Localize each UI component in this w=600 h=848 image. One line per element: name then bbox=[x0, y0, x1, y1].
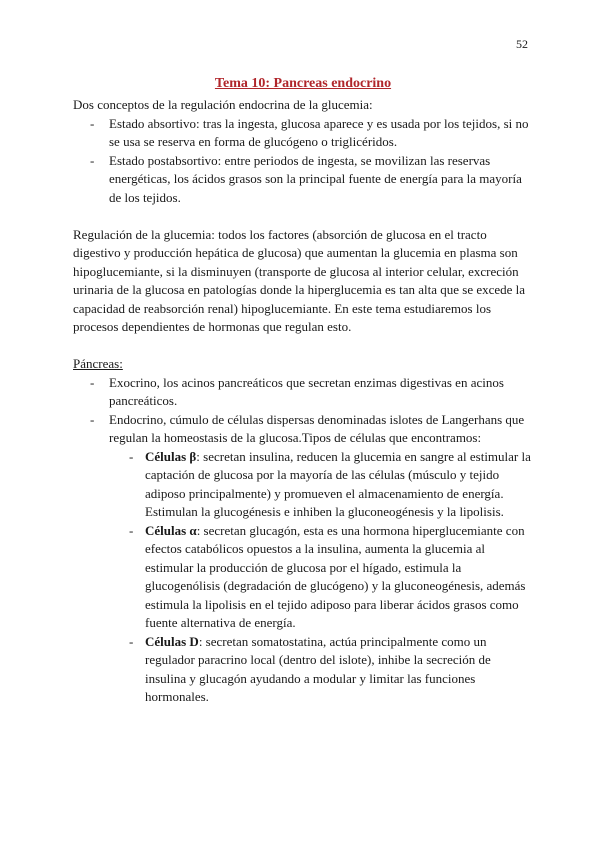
list-item-absortivo: - Estado absortivo: tras la ingesta, glucosa aparece y es usada por los tejidos, si no se usa se reserva en forma de glucógeno o triglicéridos. bbox=[73, 115, 533, 152]
endocrine-text: Endocrino, cúmulo de células dispersas denominadas islotes de Langerhans que regulan la homeostasis de la glucosa.Tipos de células que encontramos: bbox=[109, 411, 525, 445]
document-body bbox=[73, 74, 533, 707]
cell-types-list bbox=[109, 448, 533, 707]
cell-name-d: Células D bbox=[145, 633, 199, 649]
page-number: 52 bbox=[516, 37, 528, 51]
states-list bbox=[73, 115, 533, 208]
cell-name-beta: Células β bbox=[145, 448, 197, 464]
list-item-cell-d bbox=[73, 633, 533, 707]
regulation-paragraph: Regulación de la glucemia: todos los factores (absorción de glucosa en el tracto digestivo y producción hepática de glucosa) que aumentan la glucemia en plasma son hipoglucemiante, si la disminuyen (transporte de glucosa al interior celular, excreción urinaria de la glucosa en patologías donde la hiperglucemia es tan alta que se excede la capacidad de reabsorción renal) hipoglucemiante. En este tema estudiaremos los procesos dependientes de hormonas que regulan esto. bbox=[73, 226, 526, 334]
list-item-exocrino: - Exocrino, los acinos pancreáticos que secretan enzimas digestivas en acinos pancreáticos. bbox=[73, 374, 533, 411]
pancreas-list bbox=[73, 374, 533, 707]
pancreas-heading: Páncreas: bbox=[73, 356, 123, 371]
intro-text: Dos conceptos de la regulación endocrina de la glucemia: bbox=[73, 97, 373, 112]
cell-name-alpha: Células α bbox=[145, 522, 197, 538]
list-item-cell-alpha bbox=[73, 522, 533, 633]
page-title: Tema 10: Pancreas endocrino bbox=[214, 76, 392, 91]
cell-desc-alpha: : secretan glucagón, esta es una hormona hiperglucemiante con efectos catabólicos opuestos a la insulina, aumenta la glucemia al estimular la producción de glucosa por el hígado, estimula la glucogenólisis (degradación de glucógeno) y la gluconeogénesis, además estimula la lipolisis en el tejido adiposo para liberar ácidos grasos como fuente alternativa de energía. bbox=[145, 522, 526, 630]
cell-desc-d: : secretan somatostatina, actúa principalmente como un regulador paracrino local (dentro del islote), inhibe la secreción de insulina y glucagón ayudando a modular y limitar las funciones hormonales. bbox=[145, 633, 491, 704]
cell-desc-beta: : secretan insulina, reducen la glucemia en sangre al estimular la captación de glucosa por la mayoría de las células (músculo y tejido adiposo principalmente) y promueven el almacenamiento de energía. Estimulan la glucogénesis e inhiben la gluconeogénesis y la lipolisis. bbox=[145, 448, 531, 519]
list-item-postabsortivo: - Estado postabsortivo: entre periodos de ingesta, se movilizan las reservas energéticas, los ácidos grasos son la principal fuente de energía para la mayoría de los tejidos. bbox=[73, 152, 533, 208]
list-item-cell-beta bbox=[73, 448, 533, 522]
list-item-endocrino bbox=[73, 411, 533, 707]
